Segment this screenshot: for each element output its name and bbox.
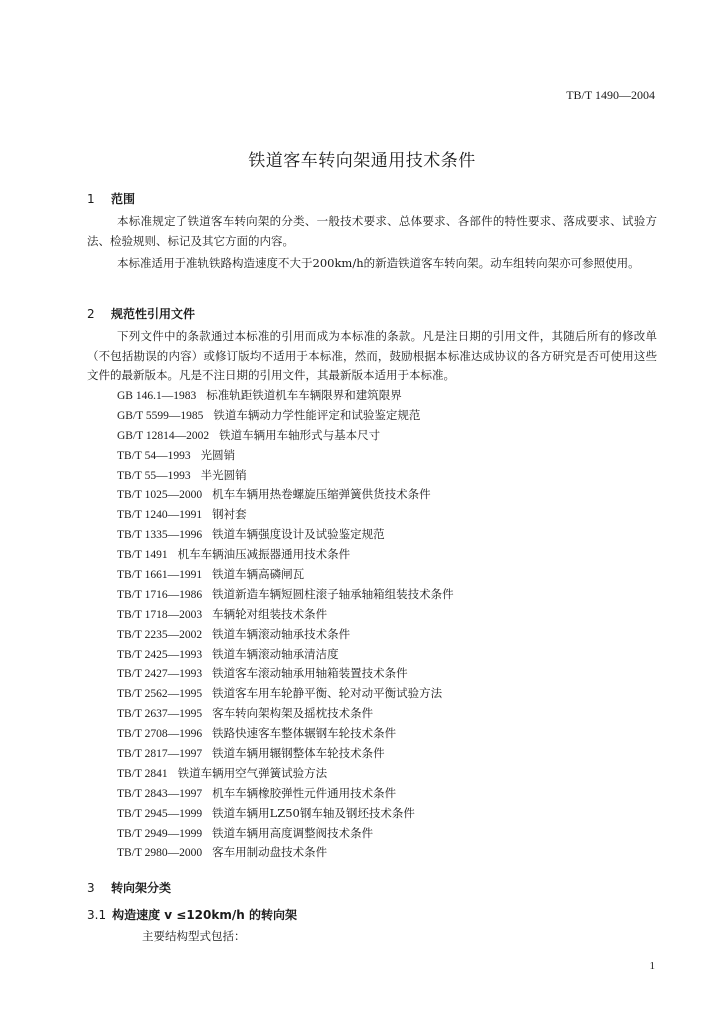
section-1-paragraph-1: 本标准规定了铁道客车转向架的分类、一般技术要求、总体要求、各部件的特性要求、落成要求、试验方法、检验规则、标记及其它方面的内容。 <box>87 214 657 248</box>
reference-item <box>117 804 454 824</box>
reference-code: TB/T 2945—1999 <box>117 807 203 820</box>
page-number: 1 <box>649 960 655 972</box>
reference-code: TB/T 2637—1995 <box>117 708 203 721</box>
reference-item <box>117 664 454 684</box>
section-number: 3 <box>87 881 95 895</box>
reference-item <box>117 784 454 804</box>
reference-code: TB/T 1716—1986 <box>117 588 203 601</box>
subsection-3-1-heading <box>87 906 297 923</box>
reference-title: 铁道车辆强度设计及试验鉴定规范 <box>212 527 385 542</box>
section-number: 2 <box>87 307 95 321</box>
reference-item <box>117 545 454 565</box>
reference-title: 铁道客车用车轮静平衡、轮对动平衡试验方法 <box>212 686 443 701</box>
reference-title: 铁道车辆高磷闸瓦 <box>212 567 305 582</box>
reference-item <box>117 505 454 525</box>
reference-title: 铁道新造车辆短圆柱滚子轴承轴箱组装技术条件 <box>212 586 454 601</box>
section-2-paragraph: 下列文件中的条款通过本标准的引用而成为本标准的条款。凡是注日期的引用文件，其随后所有的修改单（不包括勘误的内容）或修订版均不适用于本标准，然而，鼓励根据本标准达成协议的各方研究是否可使用这些文件的最新版本。凡是不注日期的引用文件，其最新版本适用于本标准。 <box>87 329 657 382</box>
reference-title: 铁道车辆用空气弹簧试验方法 <box>177 765 328 780</box>
section-1-paragraph-2: 本标准适用于准轨铁路构造速度不大于200km/h的新造铁道客车转向架。动车组转向架亦可参照使用。 <box>117 256 640 270</box>
subsection-number: 3.1 <box>87 908 107 922</box>
reference-item <box>117 684 454 704</box>
reference-code: TB/T 1661—1991 <box>117 569 203 582</box>
reference-code: TB/T 2841 <box>117 767 168 780</box>
standard-code: TB/T 1490—2004 <box>566 88 655 102</box>
reference-item <box>117 704 454 724</box>
section-2-heading <box>87 305 195 322</box>
reference-code: TB/T 1025—2000 <box>117 489 203 502</box>
reference-title: 机车车辆橡胶弹性元件通用技术条件 <box>212 785 397 800</box>
reference-item <box>117 605 454 625</box>
reference-code: GB/T 5599—1985 <box>117 409 204 422</box>
reference-title: 铁道客车滚动轴承用轴箱装置技术条件 <box>212 666 408 681</box>
section-title: 范围 <box>111 192 136 206</box>
reference-item <box>117 485 454 505</box>
reference-item <box>117 565 454 585</box>
reference-item <box>117 426 454 446</box>
reference-title: 铁道车辆滚动轴承清洁度 <box>212 646 339 661</box>
section-1-heading <box>87 190 135 207</box>
reference-title: 铁道车辆用辗钢整体车轮技术条件 <box>212 746 385 761</box>
reference-title: 机车车辆用热卷螺旋压缩弹簧供货技术条件 <box>212 487 431 502</box>
reference-item <box>117 585 454 605</box>
reference-item <box>117 386 454 406</box>
reference-item <box>117 466 454 486</box>
reference-title: 铁道车辆用LZ50钢车轴及钢坯技术条件 <box>212 805 415 820</box>
reference-code: GB 146.1—1983 <box>117 390 197 402</box>
reference-code: TB/T 2562—1995 <box>117 688 203 701</box>
reference-title: 钢衬套 <box>212 507 247 522</box>
reference-title: 光圆销 <box>200 447 236 462</box>
section-3-heading <box>87 879 171 896</box>
reference-item <box>117 525 454 545</box>
reference-title: 铁道车辆用高度调整阀技术条件 <box>212 825 374 840</box>
reference-code: TB/T 2235—2002 <box>117 628 203 641</box>
subsection-title: 构造速度 v ≤120km/h 的转向架 <box>112 908 297 922</box>
normative-references-list <box>117 386 454 863</box>
reference-code: TB/T 1491 <box>117 549 168 562</box>
section-title: 规范性引用文件 <box>111 307 196 321</box>
reference-code: TB/T 54—1993 <box>117 449 191 462</box>
reference-item <box>117 843 454 863</box>
reference-code: TB/T 2708—1996 <box>117 728 203 741</box>
reference-title: 铁路快速客车整体辗钢车轮技术条件 <box>212 726 397 741</box>
reference-title: 铁道车辆滚动轴承技术条件 <box>212 626 351 641</box>
reference-title: 客车转向架构架及摇枕技术条件 <box>212 706 374 721</box>
reference-title: 铁道车辆用车轴形式与基本尺寸 <box>219 427 381 442</box>
reference-item <box>117 724 454 744</box>
reference-code: TB/T 1240—1991 <box>117 509 203 522</box>
reference-item <box>117 645 454 665</box>
reference-code: TB/T 2817—1997 <box>117 748 203 761</box>
reference-title: 车辆轮对组装技术条件 <box>212 606 328 621</box>
section-title: 转向架分类 <box>111 881 172 895</box>
reference-item <box>117 406 454 426</box>
reference-item <box>117 824 454 844</box>
reference-item <box>117 764 454 784</box>
reference-code: TB/T 1335—1996 <box>117 529 203 542</box>
reference-item <box>117 625 454 645</box>
reference-title: 半光圆销 <box>200 467 247 482</box>
reference-code: TB/T 2949—1999 <box>117 827 203 840</box>
reference-item <box>117 446 454 466</box>
section-number: 1 <box>87 192 95 206</box>
subsection-3-1-text: 主要结构型式包括： <box>142 929 246 943</box>
reference-title: 标准轨距铁道机车车辆限界和建筑限界 <box>206 388 402 402</box>
reference-code: TB/T 2980—2000 <box>117 847 203 860</box>
reference-code: TB/T 2427—1993 <box>117 668 203 681</box>
reference-title: 客车用制动盘技术条件 <box>212 845 328 860</box>
document-title: 铁道客车转向架通用技术条件 <box>248 151 476 171</box>
reference-title: 铁道车辆动力学性能评定和试验鉴定规范 <box>213 407 421 422</box>
reference-code: TB/T 1718—2003 <box>117 608 203 621</box>
reference-code: TB/T 2425—1993 <box>117 648 203 661</box>
reference-code: TB/T 2843—1997 <box>117 787 203 800</box>
reference-item <box>117 744 454 764</box>
reference-title: 机车车辆油压减振器通用技术条件 <box>177 547 351 562</box>
reference-code: TB/T 55—1993 <box>117 469 191 482</box>
reference-code: GB/T 12814—2002 <box>117 429 210 442</box>
